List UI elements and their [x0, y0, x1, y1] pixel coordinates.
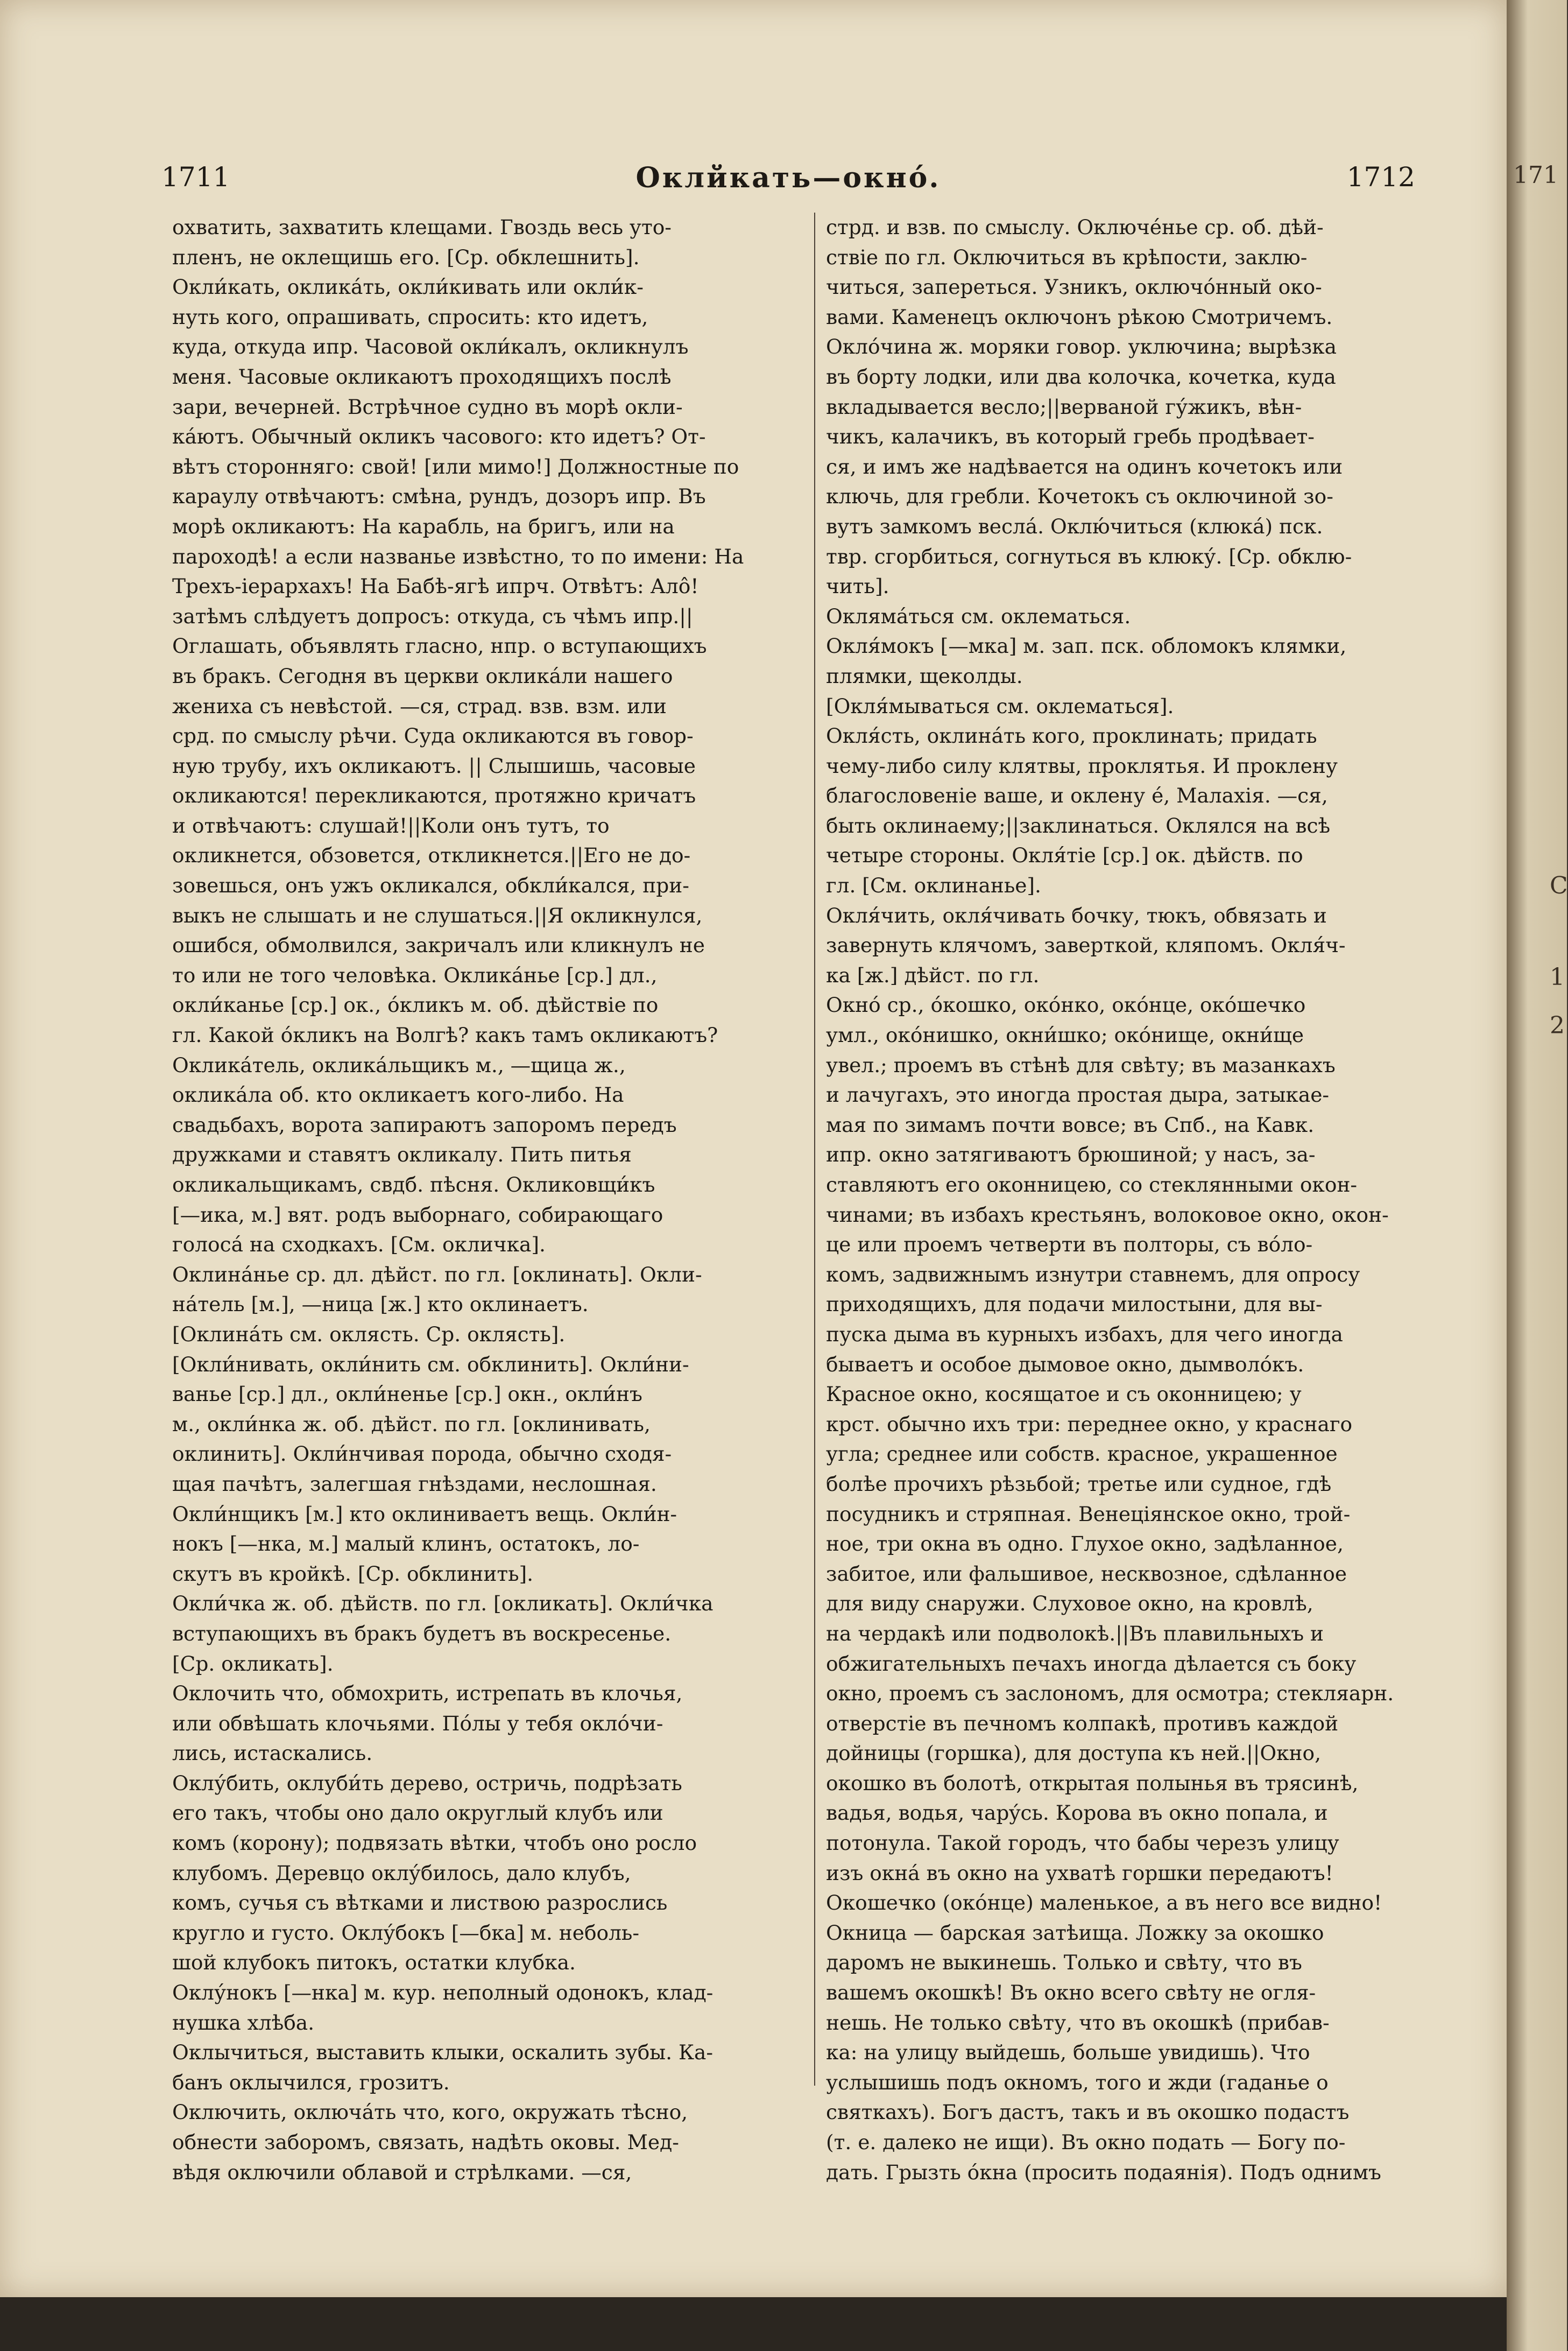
- text-line: Окликáтель, окликáльщикъ м., —щица ж.,: [172, 1053, 626, 1077]
- page-header: [161, 161, 1415, 199]
- text-line: нокъ [—нка, м.] малый клинъ, остатокъ, ло-: [172, 1532, 640, 1556]
- text-line: гл. Какой óкликъ на Волгѣ? какъ тамъ окликаютъ?: [172, 1023, 718, 1047]
- column-divider: [814, 213, 815, 2086]
- text-line: окликáла об. кто окликаетъ кого-либо. На: [172, 1083, 624, 1107]
- text-line: четыре стороны. Окля́тіе [ср.] ок. дѣйств. по: [826, 843, 1303, 868]
- text-line: Окло́чина ж. моряки говор. уключина; вырѣзка: [826, 335, 1337, 359]
- text-line: Окля́сть, оклинáть кого, проклинать; придать: [826, 724, 1317, 748]
- text-line: чему-либо силу клятвы, проклятья. И проклену: [826, 754, 1338, 778]
- text-line: ка [ж.] дѣйст. по гл.: [826, 963, 1040, 987]
- text-line: и отвѣчаютъ: слушай!||Коли онъ тутъ, то: [172, 813, 610, 837]
- text-line: комъ (корону); подвязать вѣтки, чтобъ оно росло: [172, 1831, 697, 1855]
- spine-mark: 1: [1550, 963, 1565, 991]
- text-line: ставляютъ его оконницею, со стеклянными окон-: [826, 1173, 1358, 1196]
- book-spine: [1507, 0, 1567, 2351]
- text-line: на чердакѣ или подволокѣ.||Въ плавильныхъ и: [826, 1621, 1324, 1645]
- text-line: Оклямáться см. оклематься.: [826, 604, 1131, 628]
- page-number-left: 1711: [161, 161, 230, 193]
- running-title: Оклйкать—окнó.: [635, 161, 941, 194]
- text-line: бываетъ и особое дымовое окно, дымволóкъ.: [826, 1352, 1304, 1376]
- text-line: окли́канье [ср.] ок., óкликъ м. об. дѣйствіе по: [172, 993, 659, 1017]
- text-line: Окля́мокъ [—мка] м. зап. пск. обломокъ клямки,: [826, 634, 1347, 658]
- text-line: болѣе прочихъ рѣзьбой; третье или судное, гдѣ: [826, 1472, 1332, 1496]
- text-line: ное, три окна въ одно. Глухое окно, задѣланное,: [826, 1532, 1344, 1556]
- text-line: комъ, задвижнымъ изнутри ставнемъ, для опросу: [826, 1262, 1360, 1286]
- text-line: обнести заборомъ, связать, надѣть оковы. Мед-: [172, 2130, 679, 2154]
- text-line: вами. Каменецъ оключонъ рѣкою Смотричемъ.: [826, 305, 1333, 329]
- text-line: куда, откуда ипр. Часовой окли́калъ, окликнулъ: [172, 335, 689, 359]
- text-line: чинами; въ избахъ крестьянъ, волоковое окно, окон-: [826, 1202, 1389, 1227]
- text-line: оклинить]. Окли́нчивая порода, обычно сходя-: [172, 1442, 672, 1466]
- text-line: Окли́чка ж. об. дѣйств. по гл. [окликать]. Окли́чка: [172, 1592, 714, 1616]
- text-line: пленъ, не оклещишь его. [Ср. обклешнить].: [172, 245, 640, 269]
- text-line: м., окли́нка ж. об. дѣйст. по гл. [оклинивать,: [172, 1412, 651, 1436]
- text-line: въ борту лодки, или два колочка, кочетка, куда: [826, 364, 1336, 389]
- text-line: благословеніе ваше, и оклену é, Малахія. —ся,: [826, 784, 1328, 808]
- text-line: Оклу́бить, оклуби́ть дерево, остричь, подрѣзать: [172, 1771, 682, 1795]
- text-line: дружками и ставятъ окликалу. Пить питья: [172, 1143, 632, 1167]
- spine-mark: 171: [1513, 161, 1558, 189]
- text-line: умл., окóнишко, окни́шко; окóнище, окни́ще: [826, 1023, 1304, 1047]
- text-line: мая по зимамъ почти вовсе; въ Спб., на Кавк.: [826, 1113, 1315, 1137]
- text-line: завернуть клячомъ, заверткой, кляпомъ. Окля́ч-: [826, 933, 1346, 958]
- text-line: угла; среднее или собств. красное, украшенное: [826, 1442, 1338, 1466]
- text-line: чикъ, калачикъ, въ который гребь продѣвает-: [826, 425, 1315, 449]
- text-line: святкахъ). Богъ дастъ, такъ и въ окошко подастъ: [826, 2100, 1350, 2124]
- text-line: банъ оклычился, грозитъ.: [172, 2070, 450, 2094]
- page-bottom-edge: [0, 2297, 1507, 2351]
- text-line: дать. Грызть óкна (просить подаянія). Подъ однимъ: [826, 2160, 1381, 2184]
- text-line: или обвѣшать клочьями. Пóлы у тебя оклóчи-: [172, 1711, 663, 1735]
- text-line: Окница — барская затѣища. Ложку за окошко: [826, 1920, 1324, 1945]
- text-line: въ бракъ. Сегодня въ церкви окликáли нашего: [172, 664, 673, 688]
- left-column: [172, 213, 804, 2184]
- text-line: ошибся, обмолвился, закричалъ или кликнулъ не: [172, 933, 705, 958]
- text-line: изъ окнá въ окно на ухватѣ горшки передаютъ!: [826, 1861, 1333, 1885]
- text-line: пуска дыма въ курныхъ избахъ, для чего иногда: [826, 1322, 1343, 1346]
- text-line: караулу отвѣчаютъ: смѣна, рундъ, дозоръ ипр. Въ: [172, 484, 706, 509]
- text-line: читься, запереться. Узникъ, оключóнный око-: [826, 275, 1322, 299]
- text-line: Окошечко (окóнце) маленькое, а въ него все видно!: [826, 1891, 1382, 1915]
- text-line: то или не того человѣка. Окликáнье [ср.] дл.,: [172, 963, 658, 987]
- text-line: услышишь подъ окномъ, того и жди (гаданье о: [826, 2070, 1329, 2094]
- text-line: для виду снаружи. Слуховое окно, на кровлѣ,: [826, 1592, 1313, 1616]
- text-line: Оклинáнье ср. дл. дѣйст. по гл. [оклинать]. Окли-: [172, 1262, 702, 1286]
- text-line: вашемъ окошкѣ! Въ окно всего свѣту не огля-: [826, 1981, 1316, 2005]
- text-line: чить].: [826, 574, 889, 599]
- text-line: Оключить, оключáть что, кого, окружать тѣсно,: [172, 2100, 688, 2124]
- text-line: плямки, щеколды.: [826, 664, 1023, 688]
- text-line: нуть кого, опрашивать, спросить: кто идетъ,: [172, 305, 648, 329]
- text-line: посудникъ и стряпная. Венеціянское окно, трой-: [826, 1502, 1351, 1526]
- text-line: ствіе по гл. Оключиться въ крѣпости, заклю-: [826, 245, 1308, 269]
- text-line: и лачугахъ, это иногда простая дыра, затыкае-: [826, 1083, 1330, 1107]
- text-line: [Оклинáть см. оклясть. Ср. оклясть].: [172, 1322, 566, 1346]
- text-line: твр. сгорбиться, согнуться въ клюку́. [Ср. обклю-: [826, 544, 1352, 568]
- text-line: нáтель [м.], —ница [ж.] кто оклинаетъ.: [172, 1292, 589, 1317]
- text-line: кáютъ. Обычный окликъ часового: кто идетъ? От-: [172, 425, 706, 449]
- text-line: меня. Часовые окликаютъ проходящихъ послѣ: [172, 364, 672, 389]
- text-line: затѣмъ слѣдуетъ допросъ: откуда, съ чѣмъ ипр.||: [172, 604, 693, 628]
- text-line: пароходѣ! а если названье извѣстно, то по имени: На: [172, 544, 744, 568]
- text-line: Трехъ-іерархахъ! На Бабѣ-ягѣ ипрч. Отвѣтъ: Алô!: [172, 574, 699, 599]
- text-line: морѣ окликаютъ: На карабль, на бригъ, или на: [172, 514, 675, 538]
- text-line: окликаются! перекликаются, протяжно кричатъ: [172, 784, 696, 808]
- text-line: приходящихъ, для подачи милостыни, для вы-: [826, 1292, 1323, 1317]
- text-line: охватить, захватить клещами. Гвоздь весь уто-: [172, 215, 672, 239]
- text-line: выкъ не слышать и не слушаться.||Я окликнулся,: [172, 903, 703, 927]
- text-line: Оклу́нокъ [—нка] м. кур. неполный одонокъ, клад-: [172, 1981, 714, 2005]
- text-line: це или проемъ четверти въ полторы, съ вóло-: [826, 1233, 1313, 1257]
- text-line: увел.; проемъ въ стѣнѣ для свѣту; въ мазанкахъ: [826, 1053, 1336, 1077]
- text-line: Оглашать, объявлять гласно, нпр. о вступающихъ: [172, 634, 707, 658]
- text-line: нешь. Не только свѣту, что въ окошкѣ (прибав-: [826, 2010, 1330, 2035]
- text-line: нушка хлѣба.: [172, 2010, 315, 2035]
- text-line: потонула. Такой городъ, что бабы черезъ улицу: [826, 1831, 1339, 1855]
- text-line: ся, и имъ же надѣвается на одинъ кочетокъ или: [826, 454, 1343, 478]
- text-line: окликальщикамъ, свдб. пѣсня. Окликовщи́къ: [172, 1173, 655, 1196]
- text-line: отверстіе въ печномъ колпакѣ, противъ каждой: [826, 1711, 1339, 1735]
- text-line: Окли́кать, окликáть, окли́кивать или окли́к-: [172, 275, 644, 299]
- text-line: лись, истаскались.: [172, 1741, 373, 1765]
- text-line: вкладывается весло;||верваной гу́жикъ, вѣн-: [826, 395, 1302, 419]
- text-line: срд. по смыслу рѣчи. Суда окликаются въ говор-: [172, 724, 694, 748]
- text-line: быть оклинаему;||заклинаться. Оклялся на всѣ: [826, 813, 1331, 837]
- text-line: зовешься, онъ ужъ окликался, обкли́кался, при-: [172, 874, 689, 898]
- text-line: стрд. и взв. по смыслу. Оключе́нье ср. об. дѣй-: [826, 215, 1324, 239]
- text-line: шой клубокъ питокъ, остатки клубка.: [172, 1951, 576, 1975]
- page-number-right: 1712: [1346, 161, 1415, 193]
- text-line: Окли́нщикъ [м.] кто оклиниваетъ вещь. Окли́н-: [172, 1502, 677, 1526]
- text-line: [Ср. окликать].: [172, 1651, 334, 1676]
- text-line: ипр. окно затягиваютъ брюшиной; у насъ, за-: [826, 1143, 1316, 1167]
- text-line: ка: на улицу выйдешь, больше увидишь). Что: [826, 2040, 1310, 2065]
- text-line: кругло и густо. Оклу́бокъ [—бка] м. неболь-: [172, 1920, 640, 1945]
- text-line: голосá на сходкахъ. [См. окличка].: [172, 1233, 546, 1257]
- spine-mark: 2: [1550, 1012, 1565, 1039]
- text-line: вѣтъ сторонняго: свой! [или мимо!] Должностные по: [172, 454, 739, 478]
- text-line: зари, вечерней. Встрѣчное судно въ морѣ окли-: [172, 395, 683, 419]
- text-line: дойницы (горшка), для доступа къ ней.||Окно,: [826, 1741, 1322, 1765]
- text-line: окликнется, обзовется, откликнется.||Его не до-: [172, 843, 691, 868]
- text-line: ключь, для гребли. Кочетокъ съ оключиной зо-: [826, 484, 1333, 509]
- text-line: [Окля́мываться см. оклематься].: [826, 694, 1174, 718]
- text-line: Красное окно, косящатое и съ оконницею; у: [826, 1382, 1302, 1406]
- text-line: окошко въ болотѣ, открытая полынья въ трясинѣ,: [826, 1771, 1359, 1795]
- right-column: [826, 213, 1458, 2184]
- text-line: свадьбахъ, ворота запираютъ запоромъ передъ: [172, 1113, 677, 1137]
- text-line: обжигательныхъ печахъ иногда дѣлается съ боку: [826, 1651, 1357, 1676]
- text-line: вутъ замкомъ веслá. Оклю́читься (клюкá) пск.: [826, 514, 1323, 538]
- text-line: [—ика, м.] вят. родъ выборнаго, собирающаго: [172, 1202, 663, 1227]
- text-line: комъ, сучья съ вѣтками и листвою разрослись: [172, 1891, 668, 1915]
- text-line: жениха съ невѣстой. —ся, страд. взв. взм. или: [172, 694, 667, 718]
- text-line: даромъ не выкинешь. Только и свѣту, что въ: [826, 1951, 1302, 1975]
- text-line: его такъ, чтобы оно дало округлый клубъ или: [172, 1801, 663, 1825]
- text-line: Окля́чить, окля́чивать бочку, тюкъ, обвязать и: [826, 903, 1327, 927]
- text-line: окно, проемъ съ заслономъ, для осмотра; стекляарн.: [826, 1681, 1394, 1706]
- text-line: вступающихъ въ бракъ будетъ въ воскресенье.: [172, 1621, 672, 1645]
- text-line: Оклочить что, обмохрить, истрепать въ клочья,: [172, 1681, 683, 1706]
- text-line: скутъ въ кройкѣ. [Ср. обклинить].: [172, 1561, 534, 1586]
- text-line: [Окли́нивать, окли́нить см. обклинить]. Окли́ни-: [172, 1352, 689, 1376]
- text-line: вѣдя оключили облавой и стрѣлками. —ся,: [172, 2160, 632, 2184]
- text-line: вадья, водья, чарýсь. Корова въ окно попала, и: [826, 1801, 1328, 1825]
- text-line: ванье [ср.] дл., окли́ненье [ср.] окн., окли́нъ: [172, 1382, 642, 1406]
- text-line: ную трубу, ихъ окликаютъ. || Слышишь, часовые: [172, 754, 696, 778]
- spine-mark: С: [1550, 872, 1568, 899]
- text-line: забитое, или фальшивое, несквозное, сдѣланное: [826, 1561, 1347, 1586]
- text-line: клубомъ. Деревцо оклу́билось, дало клубъ,: [172, 1861, 631, 1885]
- text-line: (т. е. далеко не ищи). Въ окно подать — Богу по-: [826, 2130, 1346, 2154]
- text-line: гл. [См. оклинанье].: [826, 874, 1041, 898]
- text-line: Оклычиться, выставить клыки, оскалить зубы. Ка-: [172, 2040, 714, 2065]
- text-line: щая пачѣтъ, залегшая гнѣздами, неслошная.: [172, 1472, 657, 1496]
- text-line: Окнó ср., óкошко, окóнко, окóнце, окóшечко: [826, 993, 1306, 1017]
- text-line: крст. обычно ихъ три: переднее окно, у краснаго: [826, 1412, 1353, 1436]
